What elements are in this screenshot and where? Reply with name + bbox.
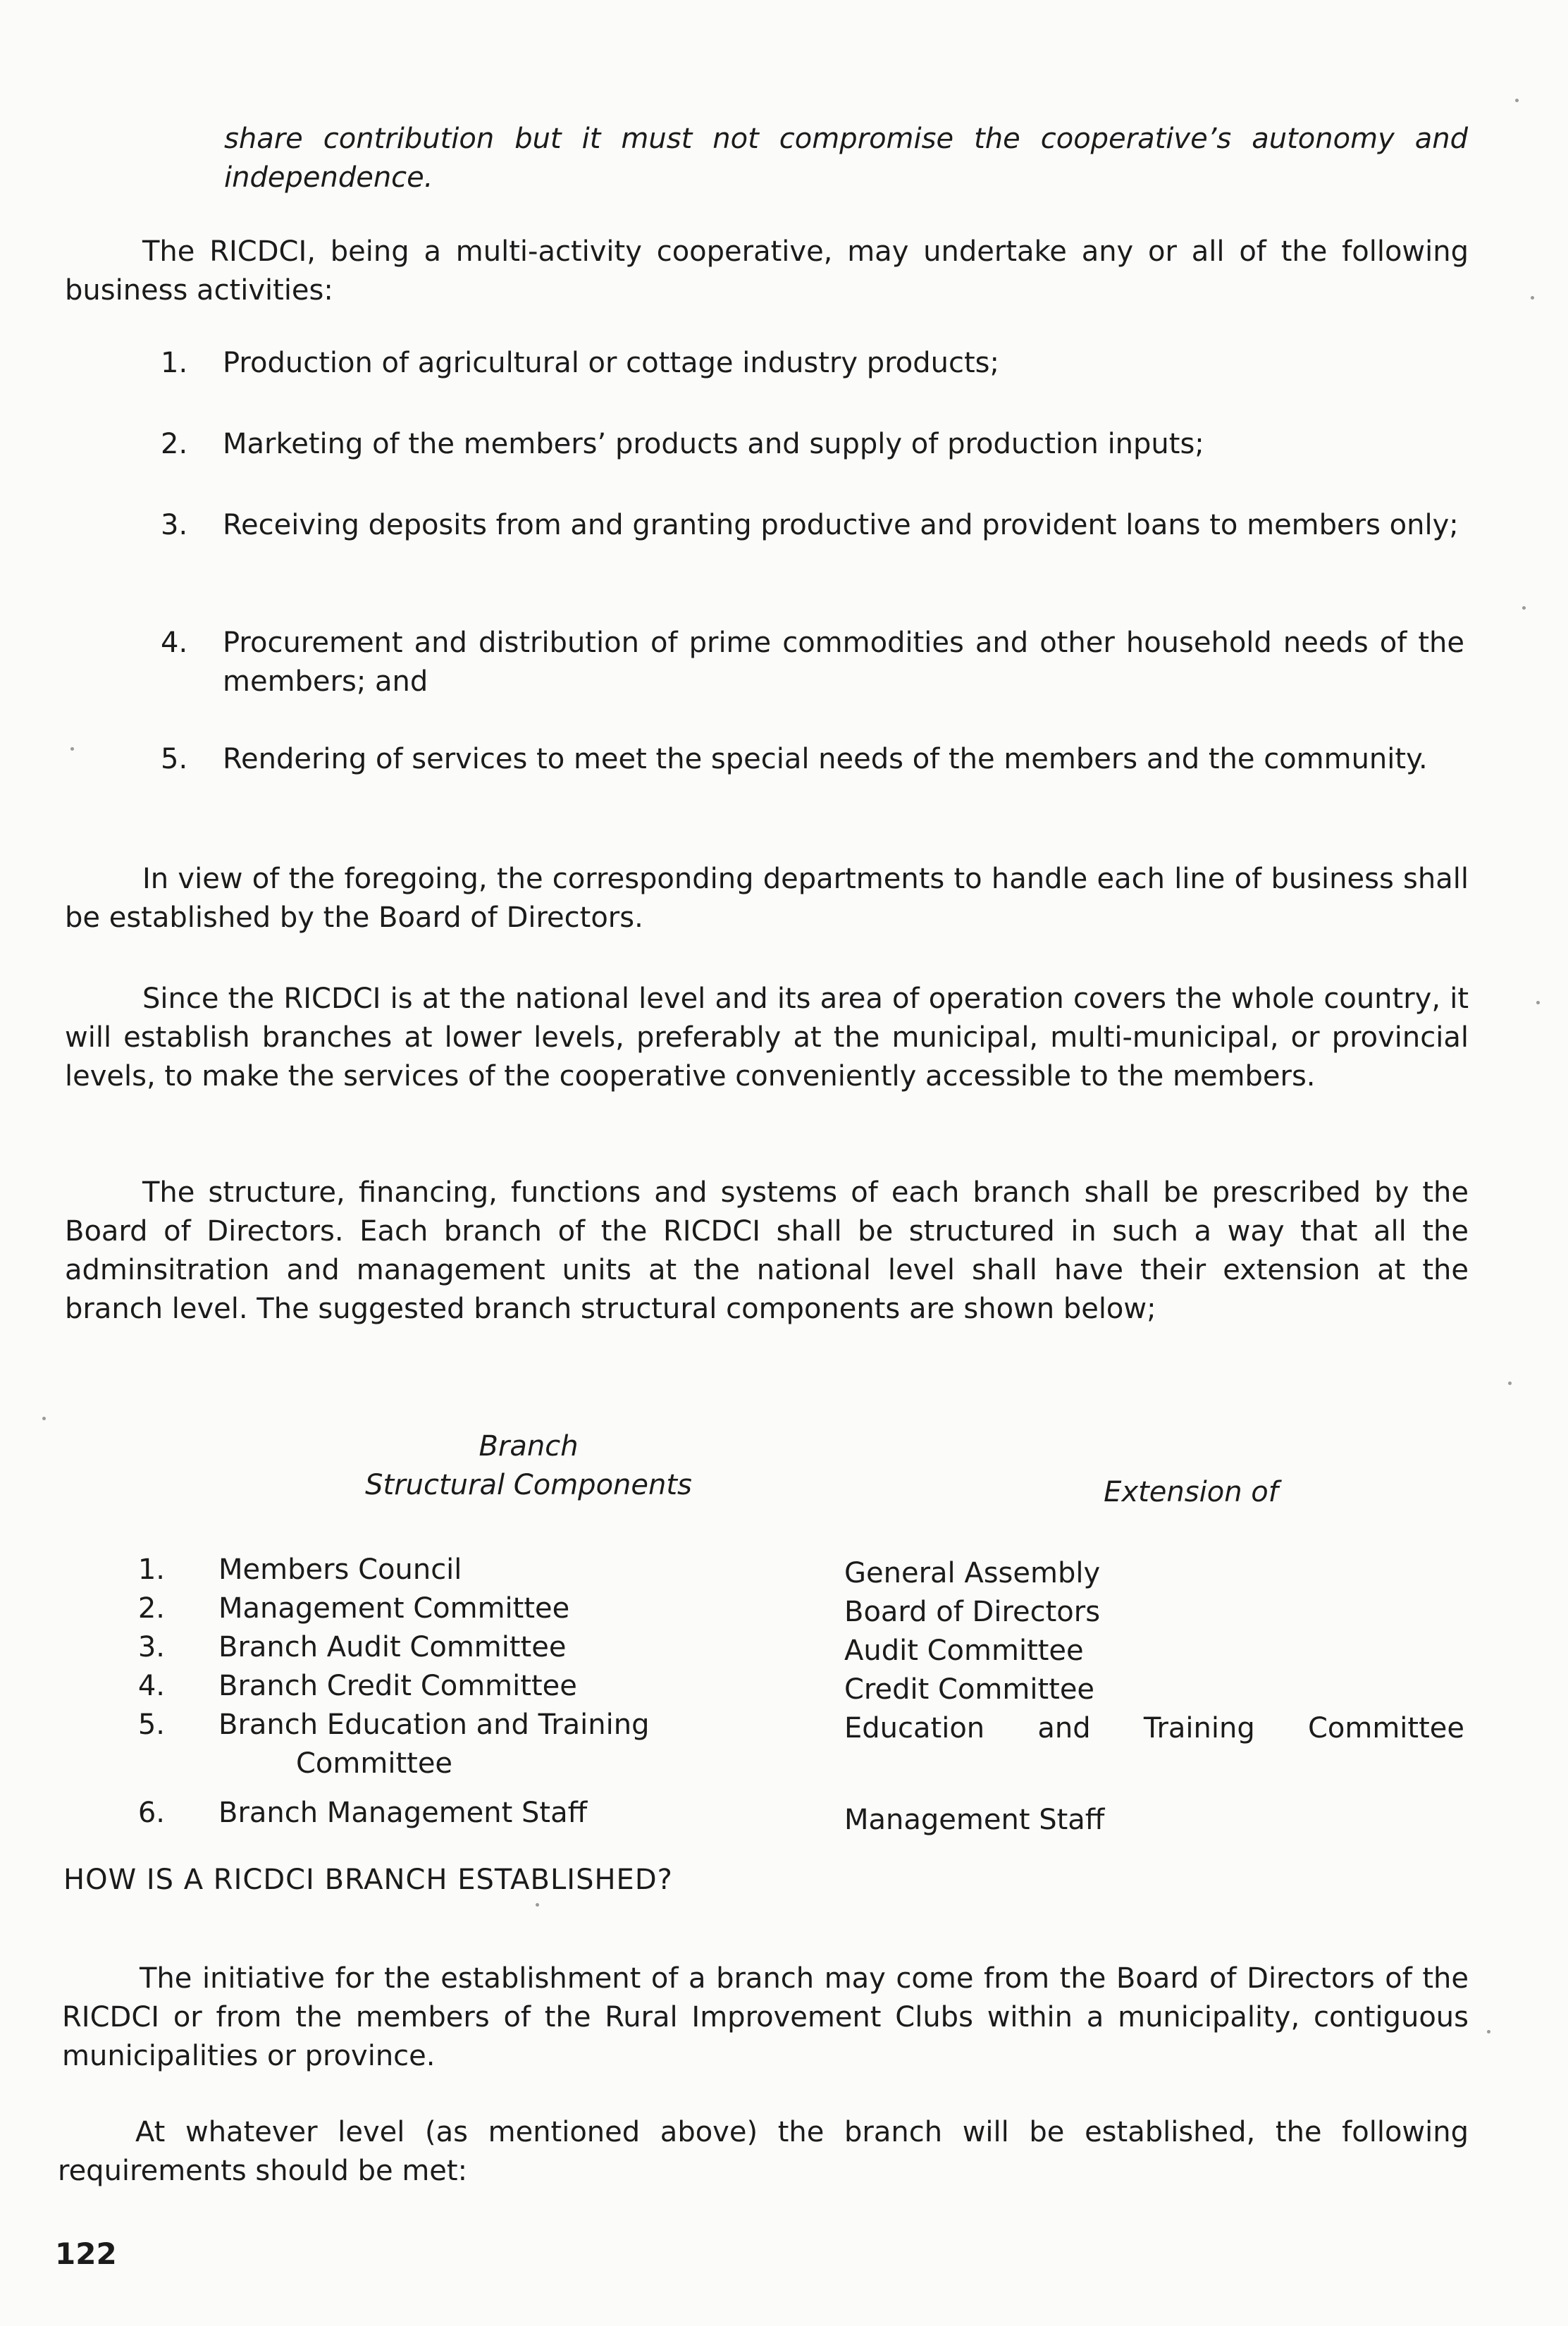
paragraph-branches: Since the RICDCI is at the national level and its area of operation covers the whole country, it will establish branches at lower levels, preferably at the municipal, multi-municipal, or provincial levels, to make the services of the cooperative conveniently accessible to the members. bbox=[65, 983, 1469, 1093]
intro-part1: share contribution but it must bbox=[224, 123, 713, 155]
row-component: Branch Credit Committee bbox=[218, 1670, 577, 1702]
activity-text: Marketing of the members’ products and supply of production inputs; bbox=[223, 428, 1204, 460]
intro-emphasis: not bbox=[712, 123, 759, 155]
intro-continuation bbox=[224, 120, 1468, 197]
row-extension: Board of Directors bbox=[844, 1596, 1101, 1628]
row-component: Branch Education and Training bbox=[218, 1709, 650, 1741]
scan-speck bbox=[1508, 1382, 1512, 1385]
section-heading: HOW IS A RICDCI BRANCH ESTABLISHED? bbox=[63, 1864, 673, 1896]
activity-item bbox=[161, 624, 1464, 705]
scan-speck bbox=[1487, 2030, 1490, 2033]
activity-number: 3. bbox=[161, 509, 188, 541]
activity-number: 2. bbox=[161, 428, 188, 460]
row-number: 2. bbox=[137, 1592, 165, 1625]
row-component-continued: Committee bbox=[296, 1747, 453, 1780]
row-extension: Audit Committee bbox=[844, 1635, 1084, 1667]
row-component: Management Committee bbox=[218, 1592, 570, 1625]
page-number: 122 bbox=[55, 2236, 117, 2271]
activity-item bbox=[161, 506, 1464, 587]
table-header-structural-components: Structural Components bbox=[365, 1469, 692, 1501]
paragraph-initiative: The initiative for the establishment of a branch may come from the Board of Directors of the RICDCI or from the members of the Rural Improvement Clubs within a municipality, contiguous municipalities or province. bbox=[62, 1962, 1469, 2072]
row-number: 1. bbox=[137, 1553, 165, 1586]
scan-speck bbox=[1515, 99, 1519, 102]
activity-text: Production of agricultural or cottage industry products; bbox=[223, 347, 999, 379]
activity-item bbox=[161, 425, 1464, 467]
row-extension: Management Staff bbox=[844, 1804, 1105, 1836]
activity-text: Receiving deposits from and granting productive and provident loans to members only; bbox=[223, 509, 1459, 541]
row-extension: Education and Training Committee bbox=[844, 1712, 1464, 1744]
scan-speck bbox=[536, 1903, 539, 1907]
scan-speck bbox=[42, 1417, 46, 1420]
table-header-extension-of: Extension of bbox=[1104, 1476, 1278, 1508]
row-number: 3. bbox=[137, 1631, 165, 1663]
row-number: 4. bbox=[137, 1670, 165, 1702]
paragraph-departments: In view of the foregoing, the corresponding departments to handle each line of business shall be established by the Board of Directors. bbox=[65, 863, 1469, 934]
scan-speck bbox=[70, 747, 74, 751]
activity-number: 1. bbox=[161, 347, 188, 379]
scan-speck bbox=[1531, 296, 1534, 300]
activity-text: Rendering of services to meet the special needs of the members and the community. bbox=[223, 743, 1428, 775]
row-component: Members Council bbox=[218, 1553, 462, 1586]
row-component: Branch Management Staff bbox=[218, 1797, 588, 1829]
row-extension: Credit Committee bbox=[844, 1673, 1095, 1706]
activity-number: 5. bbox=[161, 743, 188, 775]
activity-number: 4. bbox=[161, 627, 188, 659]
scan-speck bbox=[1522, 606, 1526, 610]
row-number: 5. bbox=[137, 1709, 165, 1741]
scan-speck bbox=[1536, 1001, 1540, 1004]
paragraph-requirements: At whatever level (as mentioned above) the branch will be established, the following requirements should be met: bbox=[58, 2116, 1469, 2187]
activity-item bbox=[161, 740, 1464, 821]
row-component: Branch Audit Committee bbox=[218, 1631, 567, 1663]
activities-intro: The RICDCI, being a multi-activity cooperative, may undertake any or all of the following business activities: bbox=[65, 235, 1469, 307]
intro-part2: compromise the cooperative’s autonomy and independence. bbox=[224, 123, 1468, 194]
activity-text: Procurement and distribution of prime commodities and other household needs of the members; and bbox=[223, 627, 1464, 698]
paragraph-structure: The structure, financing, functions and systems of each branch shall be prescribed by the Board of Directors. Each branch of the RICDCI shall be structured in such a way that all the adminsitration and management units at the national level shall have their extension at the branch level. The suggested branch structural components are shown below; bbox=[65, 1176, 1469, 1325]
table-header-branch: Branch bbox=[479, 1430, 579, 1463]
activity-item bbox=[161, 344, 1464, 386]
row-extension: General Assembly bbox=[844, 1557, 1101, 1589]
row-number: 6. bbox=[137, 1797, 165, 1829]
